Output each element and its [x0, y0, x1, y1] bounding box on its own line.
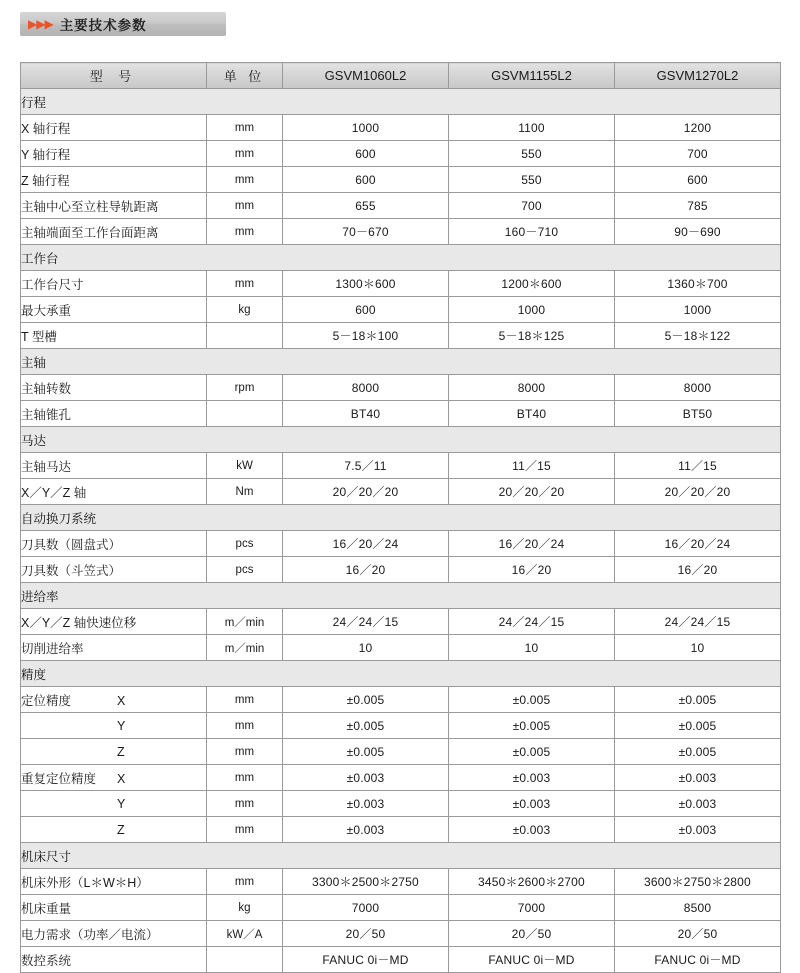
row-value-cell-3: ±0.005: [615, 713, 781, 739]
row-value-cell-2: 11／15: [449, 453, 615, 479]
row-label-cell: [21, 739, 207, 765]
row-value-cell-3: 8500: [615, 895, 781, 921]
spec-table-wrap: [20, 62, 780, 973]
table-row: [21, 557, 781, 583]
row-value-cell-3: 16／20: [615, 557, 781, 583]
column-header-unit: 单 位: [207, 63, 283, 89]
row-unit-cell: mm: [207, 141, 283, 167]
row-value-cell-1: FANUC 0i－MD: [283, 947, 449, 973]
row-value-cell-2: FANUC 0i－MD: [449, 947, 615, 973]
row-value-cell-2: ±0.003: [449, 765, 615, 791]
group-label: 工作台: [21, 245, 781, 271]
row-unit-cell: kW／A: [207, 921, 283, 947]
row-value-cell-2: 20／50: [449, 921, 615, 947]
row-label: 重复定位精度: [21, 771, 97, 786]
row-unit-cell: Nm: [207, 479, 283, 505]
double-arrow-icon: ▶▶▶: [28, 17, 53, 31]
row-unit-cell: mm: [207, 869, 283, 895]
table-row: [21, 453, 781, 479]
row-unit-cell: rpm: [207, 375, 283, 401]
row-unit-cell: kg: [207, 895, 283, 921]
row-value-cell-1: 5－18＊100: [283, 323, 449, 349]
row-label-cell: X 轴行程: [21, 115, 207, 141]
table-group-row: [21, 505, 781, 531]
row-axis-label: Y: [117, 796, 126, 811]
row-value-cell-3: 600: [615, 167, 781, 193]
row-value-cell-2: ±0.005: [449, 713, 615, 739]
row-unit-cell: mm: [207, 115, 283, 141]
row-axis-label: Z: [117, 744, 125, 759]
row-unit-cell: mm: [207, 739, 283, 765]
row-value-cell-1: 655: [283, 193, 449, 219]
row-value-cell-2: ±0.005: [449, 739, 615, 765]
row-label-cell: 机床重量: [21, 895, 207, 921]
row-value-cell-1: 3300＊2500＊2750: [283, 869, 449, 895]
row-value-cell-1: 16／20／24: [283, 531, 449, 557]
row-unit-cell: kg: [207, 297, 283, 323]
table-row: [21, 401, 781, 427]
row-label-cell: [21, 713, 207, 739]
table-row: [21, 947, 781, 973]
row-label-cell: T 型槽: [21, 323, 207, 349]
table-row: [21, 895, 781, 921]
row-value-cell-1: 20／50: [283, 921, 449, 947]
table-row: [21, 375, 781, 401]
row-label-cell: 最大承重: [21, 297, 207, 323]
row-value-cell-2: 160－710: [449, 219, 615, 245]
row-label-cell: X／Y／Z 轴快速位移: [21, 609, 207, 635]
table-group-row: [21, 89, 781, 115]
table-group-row: [21, 843, 781, 869]
spec-table: [20, 62, 781, 973]
row-label-cell: Z 轴行程: [21, 167, 207, 193]
row-value-cell-2: ±0.003: [449, 791, 615, 817]
group-label: 自动换刀系统: [21, 505, 781, 531]
row-value-cell-3: ±0.005: [615, 687, 781, 713]
table-group-row: [21, 349, 781, 375]
column-header-model-2: GSVM1155L2: [449, 63, 615, 89]
group-label: 机床尺寸: [21, 843, 781, 869]
table-group-row: [21, 427, 781, 453]
row-value-cell-2: 3450＊2600＊2700: [449, 869, 615, 895]
row-label-cell: 主轴端面至工作台面距离: [21, 219, 207, 245]
table-header: [21, 63, 781, 89]
row-unit-cell: mm: [207, 713, 283, 739]
table-row: [21, 479, 781, 505]
row-axis-label: X: [117, 771, 126, 786]
row-value-cell-1: 1000: [283, 115, 449, 141]
row-unit-cell: [207, 947, 283, 973]
row-value-cell-1: 10: [283, 635, 449, 661]
row-label-cell: 切削进给率: [21, 635, 207, 661]
row-value-cell-2: 16／20: [449, 557, 615, 583]
row-value-cell-1: 8000: [283, 375, 449, 401]
row-label-cell: [21, 765, 207, 791]
row-value-cell-3: 785: [615, 193, 781, 219]
row-value-cell-3: 700: [615, 141, 781, 167]
row-value-cell-2: 5－18＊125: [449, 323, 615, 349]
table-row: [21, 297, 781, 323]
row-unit-cell: mm: [207, 765, 283, 791]
row-value-cell-1: 16／20: [283, 557, 449, 583]
row-value-cell-3: 8000: [615, 375, 781, 401]
table-group-row: [21, 583, 781, 609]
row-label-cell: 数控系统: [21, 947, 207, 973]
row-value-cell-3: ±0.005: [615, 739, 781, 765]
row-unit-cell: kW: [207, 453, 283, 479]
row-label-cell: 刀具数（圆盘式）: [21, 531, 207, 557]
row-value-cell-1: 600: [283, 167, 449, 193]
row-value-cell-1: 7.5／11: [283, 453, 449, 479]
row-value-cell-3: ±0.003: [615, 765, 781, 791]
row-label-cell: 机床外形（L＊W＊H）: [21, 869, 207, 895]
table-header-row: [21, 63, 781, 89]
row-axis-label: X: [117, 693, 126, 708]
row-axis-label: Y: [117, 718, 126, 733]
column-header-model-1: GSVM1060L2: [283, 63, 449, 89]
table-group-row: [21, 661, 781, 687]
row-label-cell: 电力需求（功率／电流）: [21, 921, 207, 947]
row-label-cell: 主轴转数: [21, 375, 207, 401]
row-value-cell-3: 10: [615, 635, 781, 661]
row-value-cell-3: 1360＊700: [615, 271, 781, 297]
row-unit-cell: [207, 401, 283, 427]
table-row: [21, 869, 781, 895]
row-label-cell: [21, 791, 207, 817]
row-value-cell-3: 1200: [615, 115, 781, 141]
row-value-cell-1: 600: [283, 141, 449, 167]
row-value-cell-3: 90－690: [615, 219, 781, 245]
table-row: [21, 791, 781, 817]
row-value-cell-3: ±0.003: [615, 791, 781, 817]
column-header-model-3: GSVM1270L2: [615, 63, 781, 89]
row-value-cell-1: ±0.003: [283, 765, 449, 791]
table-row: [21, 921, 781, 947]
row-value-cell-2: 16／20／24: [449, 531, 615, 557]
table-row: [21, 219, 781, 245]
row-label-cell: X／Y／Z 轴: [21, 479, 207, 505]
table-group-row: [21, 245, 781, 271]
row-axis-label: Z: [117, 822, 125, 837]
row-value-cell-3: 20／20／20: [615, 479, 781, 505]
row-value-cell-1: 1300＊600: [283, 271, 449, 297]
row-value-cell-2: 8000: [449, 375, 615, 401]
row-value-cell-2: ±0.003: [449, 817, 615, 843]
row-value-cell-1: 70－670: [283, 219, 449, 245]
row-value-cell-1: 7000: [283, 895, 449, 921]
row-label-cell: 主轴马达: [21, 453, 207, 479]
row-unit-cell: mm: [207, 271, 283, 297]
row-value-cell-1: ±0.003: [283, 817, 449, 843]
row-value-cell-3: 1000: [615, 297, 781, 323]
row-value-cell-1: ±0.005: [283, 713, 449, 739]
table-row: [21, 167, 781, 193]
table-row: [21, 323, 781, 349]
row-value-cell-1: 600: [283, 297, 449, 323]
row-unit-cell: pcs: [207, 531, 283, 557]
row-value-cell-3: 3600＊2750＊2800: [615, 869, 781, 895]
row-value-cell-3: FANUC 0i－MD: [615, 947, 781, 973]
group-label: 行程: [21, 89, 781, 115]
row-value-cell-2: 1100: [449, 115, 615, 141]
column-header-item: 型 号: [21, 63, 207, 89]
row-value-cell-1: ±0.005: [283, 739, 449, 765]
row-unit-cell: mm: [207, 193, 283, 219]
row-value-cell-2: 550: [449, 141, 615, 167]
row-value-cell-2: 550: [449, 167, 615, 193]
row-label-cell: Y 轴行程: [21, 141, 207, 167]
table-row: [21, 713, 781, 739]
row-value-cell-3: 16／20／24: [615, 531, 781, 557]
row-unit-cell: mm: [207, 219, 283, 245]
row-value-cell-1: 20／20／20: [283, 479, 449, 505]
section-title: 主要技术参数: [59, 18, 147, 33]
row-value-cell-2: 1000: [449, 297, 615, 323]
table-row: [21, 141, 781, 167]
table-row: [21, 115, 781, 141]
row-value-cell-1: ±0.005: [283, 687, 449, 713]
row-value-cell-1: ±0.003: [283, 791, 449, 817]
row-unit-cell: mm: [207, 167, 283, 193]
row-value-cell-2: ±0.005: [449, 687, 615, 713]
table-row: [21, 687, 781, 713]
table-row: [21, 531, 781, 557]
row-unit-cell: mm: [207, 687, 283, 713]
row-value-cell-2: 10: [449, 635, 615, 661]
table-row: [21, 817, 781, 843]
row-label-cell: [21, 687, 207, 713]
row-value-cell-2: 7000: [449, 895, 615, 921]
row-unit-cell: mm: [207, 791, 283, 817]
row-value-cell-3: 11／15: [615, 453, 781, 479]
row-unit-cell: pcs: [207, 557, 283, 583]
row-value-cell-2: 700: [449, 193, 615, 219]
row-value-cell-3: 5－18＊122: [615, 323, 781, 349]
row-value-cell-3: BT50: [615, 401, 781, 427]
row-label-cell: 主轴锥孔: [21, 401, 207, 427]
row-unit-cell: m／min: [207, 635, 283, 661]
group-label: 进给率: [21, 583, 781, 609]
section-banner: [20, 12, 226, 36]
group-label: 主轴: [21, 349, 781, 375]
row-value-cell-2: 24／24／15: [449, 609, 615, 635]
row-unit-cell: mm: [207, 817, 283, 843]
table-row: [21, 609, 781, 635]
table-row: [21, 765, 781, 791]
row-label-cell: 主轴中心至立柱导轨距离: [21, 193, 207, 219]
table-row: [21, 739, 781, 765]
row-label-cell: [21, 817, 207, 843]
row-value-cell-3: ±0.003: [615, 817, 781, 843]
row-label-cell: 工作台尺寸: [21, 271, 207, 297]
table-row: [21, 193, 781, 219]
table-row: [21, 635, 781, 661]
row-value-cell-2: 1200＊600: [449, 271, 615, 297]
group-label: 精度: [21, 661, 781, 687]
group-label: 马达: [21, 427, 781, 453]
table-body: [21, 89, 781, 973]
row-value-cell-2: 20／20／20: [449, 479, 615, 505]
row-value-cell-2: BT40: [449, 401, 615, 427]
row-unit-cell: [207, 323, 283, 349]
row-value-cell-3: 20／50: [615, 921, 781, 947]
row-value-cell-3: 24／24／15: [615, 609, 781, 635]
row-unit-cell: m／min: [207, 609, 283, 635]
row-label-cell: 刀具数（斗笠式）: [21, 557, 207, 583]
row-label: 定位精度: [21, 693, 72, 708]
table-row: [21, 271, 781, 297]
row-value-cell-1: 24／24／15: [283, 609, 449, 635]
row-value-cell-1: BT40: [283, 401, 449, 427]
